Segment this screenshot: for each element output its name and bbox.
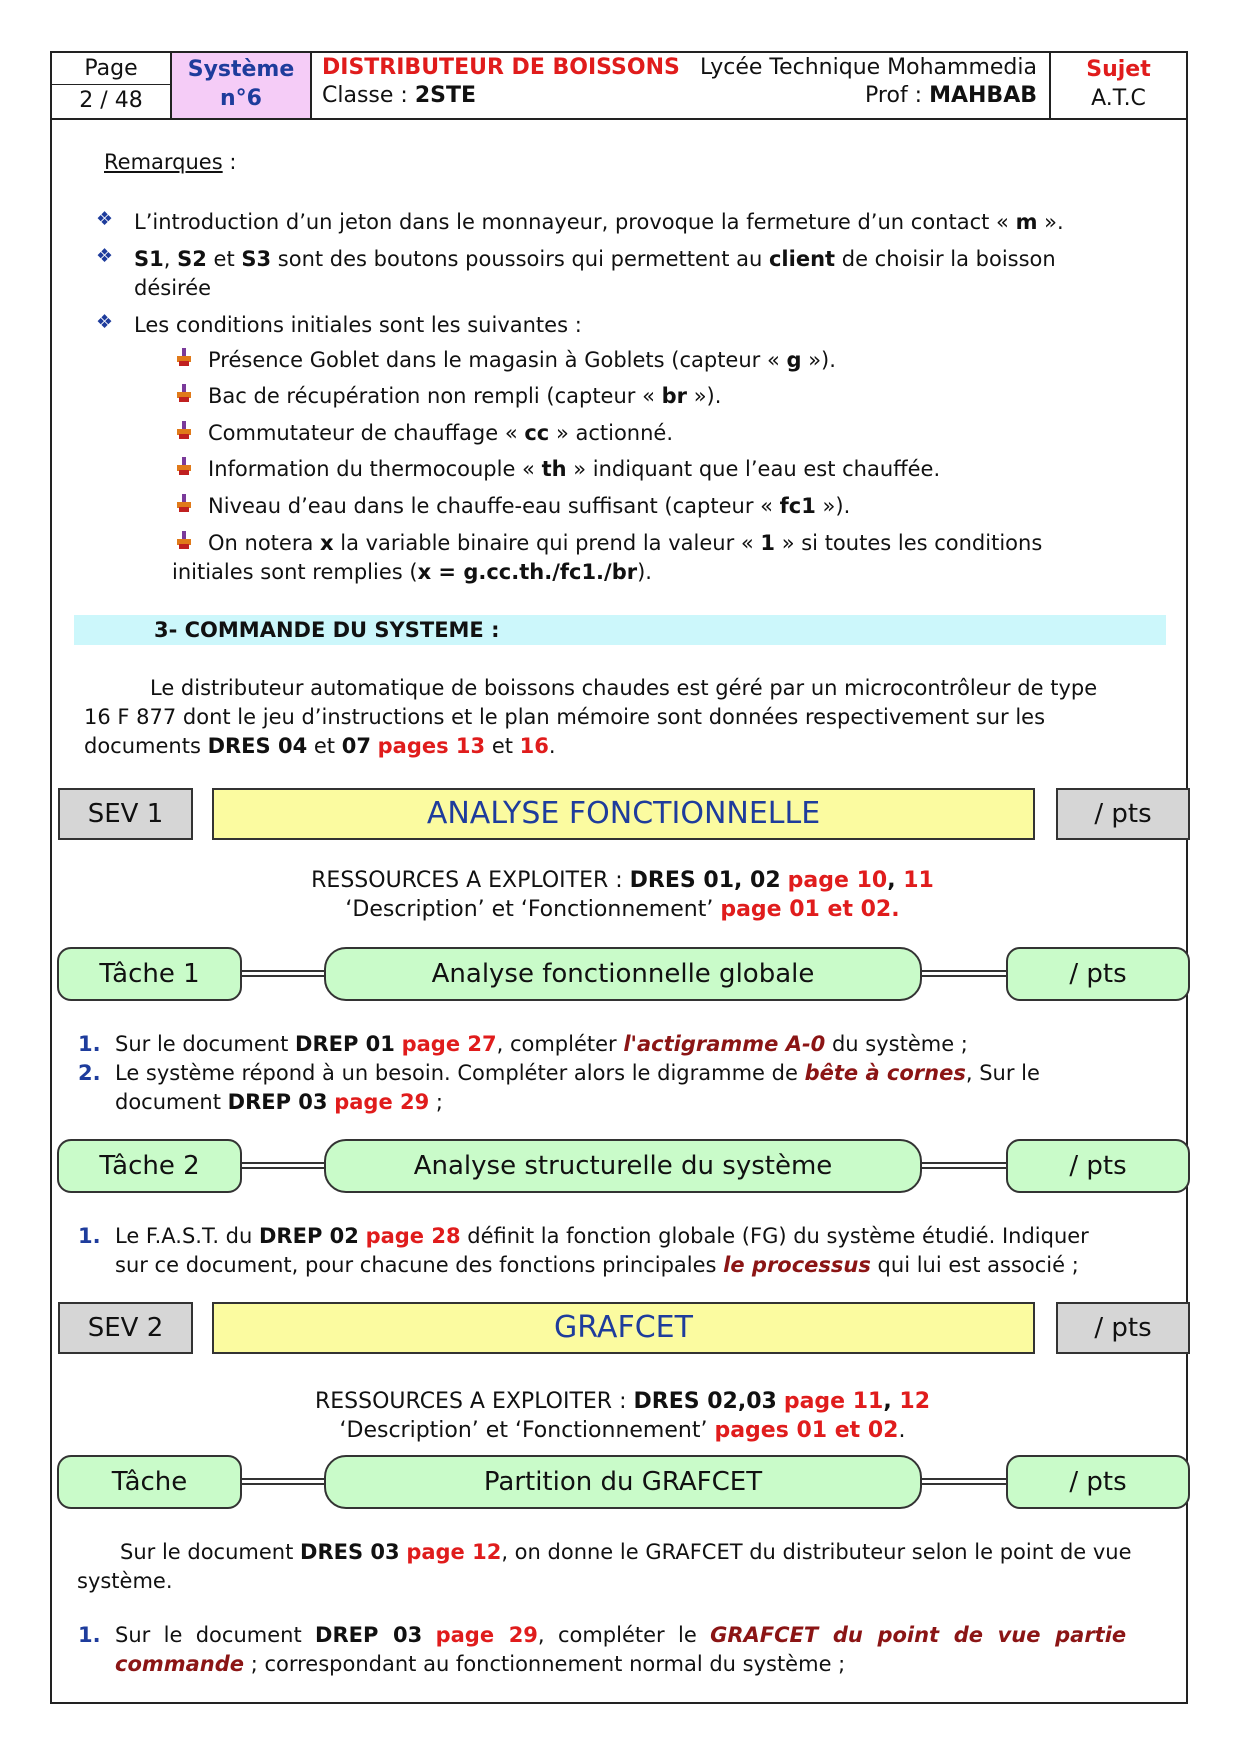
task3-intro-line2: système. <box>77 1569 173 1593</box>
task2-q1: Le F.A.S.T. du DREP 02 page 28 définit la fonction globale (FG) du système étudié. Indiquer <box>115 1224 1089 1248</box>
task1-q1: Sur le document DREP 01 page 27, compléter l'actigramme A-0 du système ; <box>115 1032 968 1056</box>
remark-2: S1, S2 et S3 sont des boutons poussoirs qui permettent au client de choisir la boisson <box>134 247 1056 271</box>
sev1-label: SEV 1 <box>58 788 193 840</box>
class-info: Classe : 2STE <box>322 83 476 108</box>
task2-q1-number: 1. <box>78 1224 101 1248</box>
task3-q1-line2: commande ; correspondant au fonctionnement normal du système ; <box>115 1652 846 1676</box>
subject-value: A.T.C <box>1091 86 1146 111</box>
page-number: 2 / 48 <box>79 88 143 113</box>
diamond-bullet-icon: ❖ <box>96 245 114 267</box>
sev1-title: ANALYSE FONCTIONNELLE <box>212 788 1035 840</box>
task1-q1-number: 1. <box>78 1032 101 1056</box>
task2-title: Analyse structurelle du système <box>324 1139 922 1193</box>
task3-intro: Sur le document DRES 03 page 12, on donne le GRAFCET du distributeur selon le point de vue <box>120 1540 1132 1564</box>
section-3-p2: 16 F 877 dont le jeu d’instructions et le plan mémoire sont données respectivement sur les <box>84 705 1046 729</box>
task1-points: / pts <box>1006 947 1190 1001</box>
task3-title: Partition du GRAFCET <box>324 1455 922 1509</box>
sev2-title: GRAFCET <box>212 1302 1035 1354</box>
task3-points: / pts <box>1006 1455 1190 1509</box>
task1-q2: Le système répond à un besoin. Compléter alors le digramme de bête à cornes, Sur le <box>115 1061 1040 1085</box>
pointing-hand-icon <box>176 348 192 366</box>
task2-label: Tâche 2 <box>57 1139 242 1193</box>
subject-cell <box>1051 53 1186 118</box>
task2-points: / pts <box>1006 1139 1190 1193</box>
system-cell <box>172 53 312 118</box>
diamond-bullet-icon: ❖ <box>96 311 114 333</box>
pointing-hand-icon <box>176 531 192 549</box>
condition-4: Information du thermocouple « th » indiquant que l’eau est chauffée. <box>208 457 941 481</box>
sev2-points: / pts <box>1056 1302 1190 1354</box>
connector-line <box>922 970 1006 977</box>
connector-line <box>922 1478 1006 1485</box>
task3-label: Tâche <box>57 1455 242 1509</box>
task1-label: Tâche 1 <box>57 947 242 1001</box>
system-number: n°6 <box>220 86 262 111</box>
pointing-hand-icon <box>176 457 192 475</box>
sev1-resources: RESSOURCES A EXPLOITER : DRES 01, 02 page 10, 11 <box>311 868 934 893</box>
sev2-resources-line2: ‘Description’ et ‘Fonctionnement’ pages 01 et 02. <box>339 1418 906 1443</box>
connector-line <box>242 1162 324 1169</box>
title-cell <box>312 53 1051 118</box>
connector-line <box>922 1162 1006 1169</box>
condition-3: Commutateur de chauffage « cc » actionné. <box>208 421 674 445</box>
task2-q1-line2: sur ce document, pour chacune des fonctions principales le processus qui lui est associé ; <box>115 1253 1079 1277</box>
connector-line <box>242 1478 324 1485</box>
task1-title: Analyse fonctionnelle globale <box>324 947 922 1001</box>
header-table <box>50 51 1188 120</box>
sev1-points: / pts <box>1056 788 1190 840</box>
section-3-p3: documents DRES 04 et 07 pages 13 et 16. <box>84 734 556 758</box>
remark-1: L’introduction d’un jeton dans le monnayeur, provoque la fermeture d’un contact « m ». <box>134 210 1064 234</box>
section-3-p1: Le distributeur automatique de boissons chaudes est géré par un microcontrôleur de type <box>150 676 1098 700</box>
doc-title: DISTRIBUTEUR DE BOISSONS <box>322 55 680 80</box>
sev2-resources: RESSOURCES A EXPLOITER : DRES 02,03 page 11, 12 <box>314 1389 931 1414</box>
condition-2: Bac de récupération non rempli (capteur « br »). <box>208 384 722 408</box>
task1-q2-number: 2. <box>78 1061 101 1085</box>
connector-line <box>242 970 324 977</box>
condition-6: On notera x la variable binaire qui prend la valeur « 1 » si toutes les conditions <box>208 531 1043 555</box>
page-cell <box>52 53 172 118</box>
remark-3: Les conditions initiales sont les suivantes : <box>134 313 582 337</box>
subject-label: Sujet <box>1086 57 1151 82</box>
pointing-hand-icon <box>176 494 192 512</box>
condition-6-line2: initiales sont remplies (x = g.cc.th./fc1./br). <box>172 560 652 584</box>
task3-q1: Sur le document DREP 03 page 29, compléter le GRAFCET du point de vue partie <box>115 1623 1127 1647</box>
condition-1: Présence Goblet dans le magasin à Goblets (capteur « g »). <box>208 348 836 372</box>
system-label: Système <box>187 57 295 82</box>
remarks-title: Remarques : <box>104 150 237 174</box>
school-name: Lycée Technique Mohammedia <box>699 55 1037 80</box>
diamond-bullet-icon: ❖ <box>96 208 114 230</box>
condition-5: Niveau d’eau dans le chauffe-eau suffisant (capteur « fc1 »). <box>208 494 851 518</box>
pointing-hand-icon <box>176 384 192 402</box>
task3-q1-number: 1. <box>78 1623 101 1647</box>
pointing-hand-icon <box>176 421 192 439</box>
remark-2-line2: désirée <box>134 276 212 300</box>
page-label: Page <box>52 53 170 85</box>
task1-q2-line2: document DREP 03 page 29 ; <box>115 1090 443 1114</box>
sev2-label: SEV 2 <box>58 1302 193 1354</box>
sev1-resources-line2: ‘Description’ et ‘Fonctionnement’ page 01 et 02. <box>345 897 900 922</box>
section-3-heading: 3- COMMANDE DU SYSTEME : <box>74 615 1166 645</box>
prof-info: Prof : MAHBAB <box>865 83 1037 108</box>
